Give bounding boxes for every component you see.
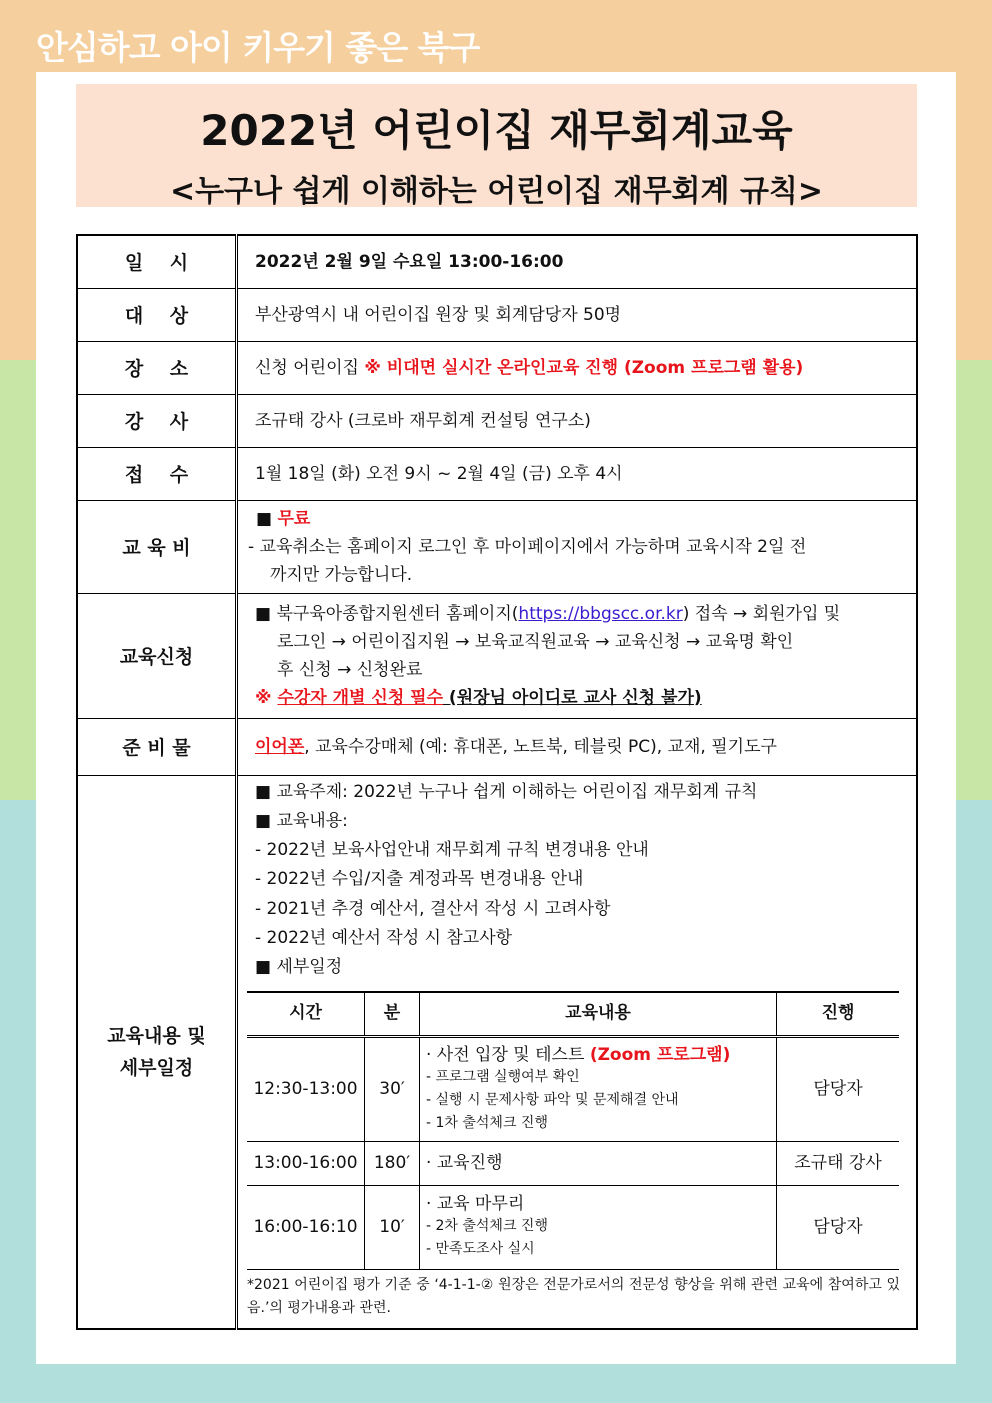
schedule-host: 조규태 강사 — [777, 1141, 900, 1185]
warning-rest: (원장님 아이디로 교사 신청 불가) — [443, 687, 702, 708]
schedule-sub: - 실행 시 문제사항 파악 및 문제해결 안내 — [426, 1091, 679, 1108]
schedule-main-red: (Zoom 프로그램) — [589, 1044, 731, 1065]
schedule-host: 담당자 — [777, 1185, 900, 1269]
content-line: ■ 세부일정 — [255, 957, 343, 978]
apply-line1-pre: 북구육아종합지원센터 홈페이지( — [276, 603, 519, 624]
supplies-rest: , 교육수강매체 (예: 휴대폰, 노트북, 테블릿 PC), 교재, 필기도구 — [304, 736, 777, 757]
apply-line3: 후 신청 → 신청완료 — [277, 659, 423, 680]
warning-mark: ※ — [255, 687, 272, 708]
fee-free: 무료 — [277, 508, 311, 529]
footnote: *2021 어린이집 평가 기준 중 ‘4-1-1-② 원장은 전문가로서의 전문성 향상을 위해 관련 교육에 참여하고 있음.’의 평가내용과 관련. — [247, 1276, 900, 1316]
schedule-min: 10′ — [365, 1185, 420, 1269]
value-place — [237, 341, 918, 394]
schedule-content — [420, 1036, 777, 1141]
schedule-row — [247, 1141, 899, 1185]
schedule-header-host: 진행 — [777, 992, 900, 1037]
schedule-content: · 교육진행 — [420, 1141, 777, 1185]
schedule-row — [247, 1036, 899, 1141]
label-date: 일 시 — [77, 235, 237, 288]
label-target: 대 상 — [77, 288, 237, 341]
title-box — [76, 84, 917, 207]
schedule-time: 16:00-16:10 — [247, 1185, 365, 1269]
homepage-link[interactable]: https://bbgscc.or.kr — [518, 603, 683, 624]
label-reception: 접 수 — [77, 447, 237, 500]
page-subtitle: <누구나 쉽게 이해하는 어린이집 재무회계 규칙> — [169, 174, 824, 209]
row-target — [77, 288, 917, 341]
schedule-header-content: 교육내용 — [420, 992, 777, 1037]
row-date — [77, 235, 917, 288]
fee-cancel-line2: 까지만 가능합니다. — [270, 564, 413, 585]
bullet-square: ■ — [255, 603, 272, 624]
place-online-note: ※ 비대면 실시간 온라인교육 진행 (Zoom 프로그램 활용) — [364, 357, 804, 378]
row-place — [77, 341, 917, 394]
content-line: - 2021년 추경 예산서, 결산서 작성 시 고려사항 — [255, 898, 611, 919]
slogan: 안심하고 아이 키우기 좋은 북구 — [36, 28, 480, 67]
content-line: - 2022년 보육사업안내 재무회계 규칙 변경내용 안내 — [255, 840, 649, 861]
supplies-earphone: 이어폰 — [255, 736, 305, 757]
schedule-min: 180′ — [365, 1141, 420, 1185]
label-content — [77, 775, 237, 1329]
value-content — [237, 775, 918, 1329]
row-lecturer — [77, 394, 917, 447]
value-fee — [237, 500, 918, 593]
row-supplies — [77, 718, 917, 775]
content-line: - 2022년 예산서 작성 시 참고사항 — [255, 927, 513, 948]
value-target: 부산광역시 내 어린이집 원장 및 회계담당자 50명 — [237, 288, 918, 341]
schedule-content — [420, 1185, 777, 1269]
row-content — [77, 775, 917, 1329]
place-value: 신청 어린이집 — [255, 357, 359, 378]
label-content-line1: 교육내용 및 — [107, 1024, 206, 1047]
info-table — [76, 234, 918, 1330]
warning-required: 수강자 개별 신청 필수 — [277, 687, 444, 708]
label-fee: 교 육 비 — [77, 500, 237, 593]
schedule-sub: - 1차 출석체크 진행 — [426, 1114, 548, 1131]
row-apply — [77, 593, 917, 718]
schedule-header-time: 시간 — [247, 992, 365, 1037]
label-supplies: 준 비 물 — [77, 718, 237, 775]
bullet-square: ■ — [256, 508, 273, 529]
schedule-time: 13:00-16:00 — [247, 1141, 365, 1185]
value-apply — [237, 593, 918, 718]
schedule-host: 담당자 — [777, 1036, 900, 1141]
row-reception — [77, 447, 917, 500]
schedule-sub: - 프로그램 실행여부 확인 — [426, 1068, 580, 1085]
schedule-main: · 교육 마무리 — [426, 1194, 525, 1215]
schedule-min: 30′ — [365, 1036, 420, 1141]
schedule-sub: - 만족도조사 실시 — [426, 1241, 535, 1258]
page-title: 2022년 어린이집 재무회계교육 — [200, 106, 793, 155]
schedule-row — [247, 1185, 899, 1269]
schedule-header-min: 분 — [365, 992, 420, 1037]
value-supplies — [237, 718, 918, 775]
value-date: 2022년 2월 9일 수요일 13:00-16:00 — [237, 235, 918, 288]
value-reception: 1월 18일 (화) 오전 9시 ~ 2월 4일 (금) 오후 4시 — [237, 447, 918, 500]
apply-line1-post: ) 접속 → 회원가입 및 — [682, 603, 841, 624]
label-content-line2: 세부일정 — [119, 1056, 194, 1079]
schedule-sub: - 2차 출석체크 진행 — [426, 1218, 548, 1235]
schedule-time: 12:30-13:00 — [247, 1036, 365, 1141]
content-line: ■ 교육주제: 2022년 누구나 쉽게 이해하는 어린이집 재무회계 규칙 — [255, 781, 758, 802]
value-lecturer: 조규태 강사 (크로바 재무회계 컨설팅 연구소) — [237, 394, 918, 447]
content-line: ■ 교육내용: — [255, 810, 348, 831]
label-place: 장 소 — [77, 341, 237, 394]
row-fee — [77, 500, 917, 593]
schedule-main: · 사전 입장 및 테스트 — [426, 1044, 590, 1065]
schedule-table — [247, 991, 899, 1270]
label-lecturer: 강 사 — [77, 394, 237, 447]
content-line: - 2022년 수입/지출 계정과목 변경내용 안내 — [255, 869, 584, 890]
label-apply: 교육신청 — [77, 593, 237, 718]
fee-cancel-line1: - 교육취소는 홈페이지 로그인 후 마이페이지에서 가능하며 교육시작 2일 전 — [248, 536, 807, 557]
apply-line2: 로그인 → 어린이집지원 → 보육교직원교육 → 교육신청 → 교육명 확인 — [277, 631, 794, 652]
